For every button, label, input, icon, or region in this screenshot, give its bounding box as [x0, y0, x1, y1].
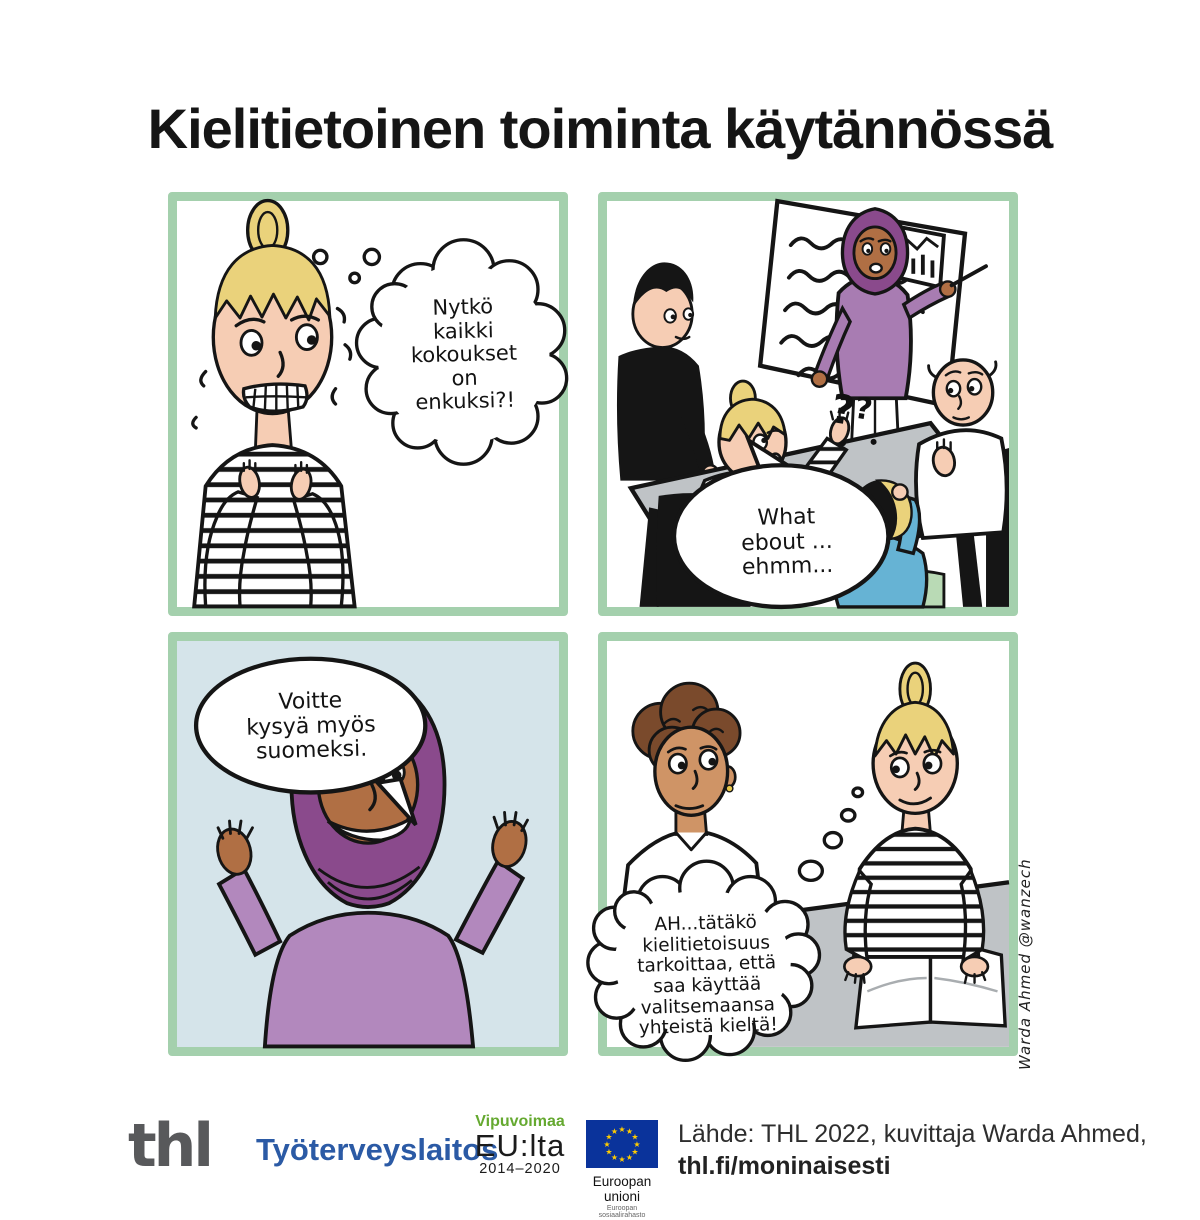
comic-panel-2: [598, 192, 1018, 616]
svg-text:★: ★: [625, 1153, 634, 1162]
eu-line2: Euroopan sosiaalirahasto: [598, 1204, 646, 1220]
tyoterveyslaitos-logo: Työterveyslaitos: [256, 1132, 499, 1167]
svg-text:★: ★: [631, 1132, 639, 1142]
svg-text:★: ★: [633, 1140, 641, 1149]
source-line2: thl.fi/moninaisesti: [678, 1152, 891, 1180]
panel4-thought-text: AH...tätäkö kielitietoisuus tarkoittaa, että saa käyttää valitsemaansa yhteistä kieltä!: [637, 911, 779, 1040]
svg-text:★: ★: [631, 1147, 639, 1157]
hand: [961, 957, 988, 983]
comic-panel-3: [168, 632, 568, 1056]
footer: [0, 1108, 1200, 1220]
page-title: Kielitietoinen toiminta käytännössä: [147, 97, 1053, 160]
source-text: [678, 1118, 1147, 1182]
svg-text:★: ★: [610, 1127, 619, 1136]
worried-woman-figure: [194, 201, 354, 607]
thl-logo: thl: [128, 1111, 211, 1181]
svg-text:★: ★: [610, 1153, 619, 1162]
svg-text:★: ★: [618, 1125, 626, 1134]
question-mark-icon: ?: [827, 386, 858, 436]
eulta-text: EU:lta: [474, 1128, 566, 1164]
vipuvoimaa-text: Vipuvoimaa: [475, 1113, 565, 1130]
svg-text:★: ★: [618, 1155, 626, 1164]
panel2-speech-text: What ebout ... ehmm...: [740, 504, 834, 581]
source-line1: Lähde: THL 2022, kuvittaja Warda Ahmed,: [678, 1120, 1147, 1148]
comic-panel-1: [168, 192, 568, 616]
artist-signature: Warda Ahmed @wanzech: [1016, 858, 1034, 1070]
panel3-speech-text: Voitte kysyä myös suomeksi.: [246, 688, 376, 765]
panel1-thought-text: Nytkö kaikki kokoukset on enkuksi?!: [410, 294, 518, 415]
question-mark-icon: ?: [852, 390, 875, 429]
black-shirt-person-figure: [617, 262, 718, 480]
svg-text:★: ★: [605, 1132, 613, 1142]
comic-panel-4: [598, 632, 1018, 1056]
years-text: 2014–2020: [479, 1160, 561, 1177]
vipuvoimaa-logo: [474, 1114, 566, 1177]
svg-text:★: ★: [625, 1127, 634, 1136]
eu-flag-icon: [586, 1120, 658, 1168]
svg-text:★: ★: [605, 1147, 613, 1157]
eu-logo: [585, 1120, 659, 1220]
eu-line1: Euroopan unioni: [592, 1174, 652, 1204]
blonde-woman-figure: [844, 663, 988, 983]
svg-text:★: ★: [603, 1140, 611, 1149]
question-marks: [828, 386, 875, 438]
